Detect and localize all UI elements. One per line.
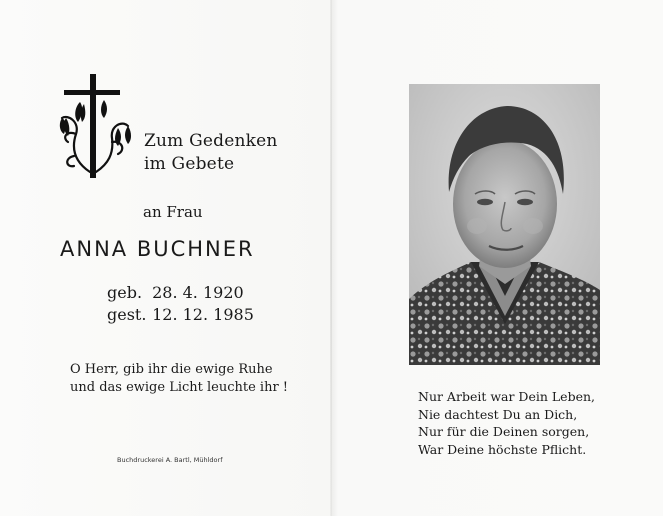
memorial-heading — [144, 130, 278, 176]
death-date-line — [107, 304, 254, 326]
birth-label: geb. — [107, 283, 143, 302]
verse-line3: Nur für die Deinen sorgen, — [418, 424, 590, 439]
portrait-photo — [409, 84, 600, 365]
birth-date: 28. 4. 1920 — [152, 283, 244, 302]
printer-credit: Buchdruckerei A. Bartl, Mühldorf — [117, 456, 223, 464]
verse — [418, 388, 595, 458]
cross-with-lilies-icon — [56, 72, 134, 182]
birth-date-line — [107, 282, 254, 304]
verse-line4: War Deine höchste Pflicht. — [418, 441, 587, 457]
portrait-image — [409, 84, 600, 365]
verse-line2: Nie dachtest Du an Dich, — [418, 406, 578, 422]
salutation: an Frau — [143, 203, 203, 221]
deceased-name: ANNA BUCHNER — [60, 237, 255, 261]
prayer-line2: und das ewige Licht leuchte ihr ! — [70, 380, 289, 395]
prayer — [70, 361, 288, 397]
prayer-line1: O Herr, gib ihr die ewige Ruhe — [70, 362, 273, 377]
card-fold — [330, 0, 332, 516]
death-label: gest. — [107, 305, 147, 324]
life-dates — [107, 282, 254, 326]
memorial-heading-line2: im Gebete — [144, 154, 235, 174]
death-date: 12. 12. 1985 — [152, 305, 254, 324]
verse-line1: Nur Arbeit war Dein Leben, — [418, 389, 595, 404]
memorial-heading-line1: Zum Gedenken — [144, 131, 278, 151]
